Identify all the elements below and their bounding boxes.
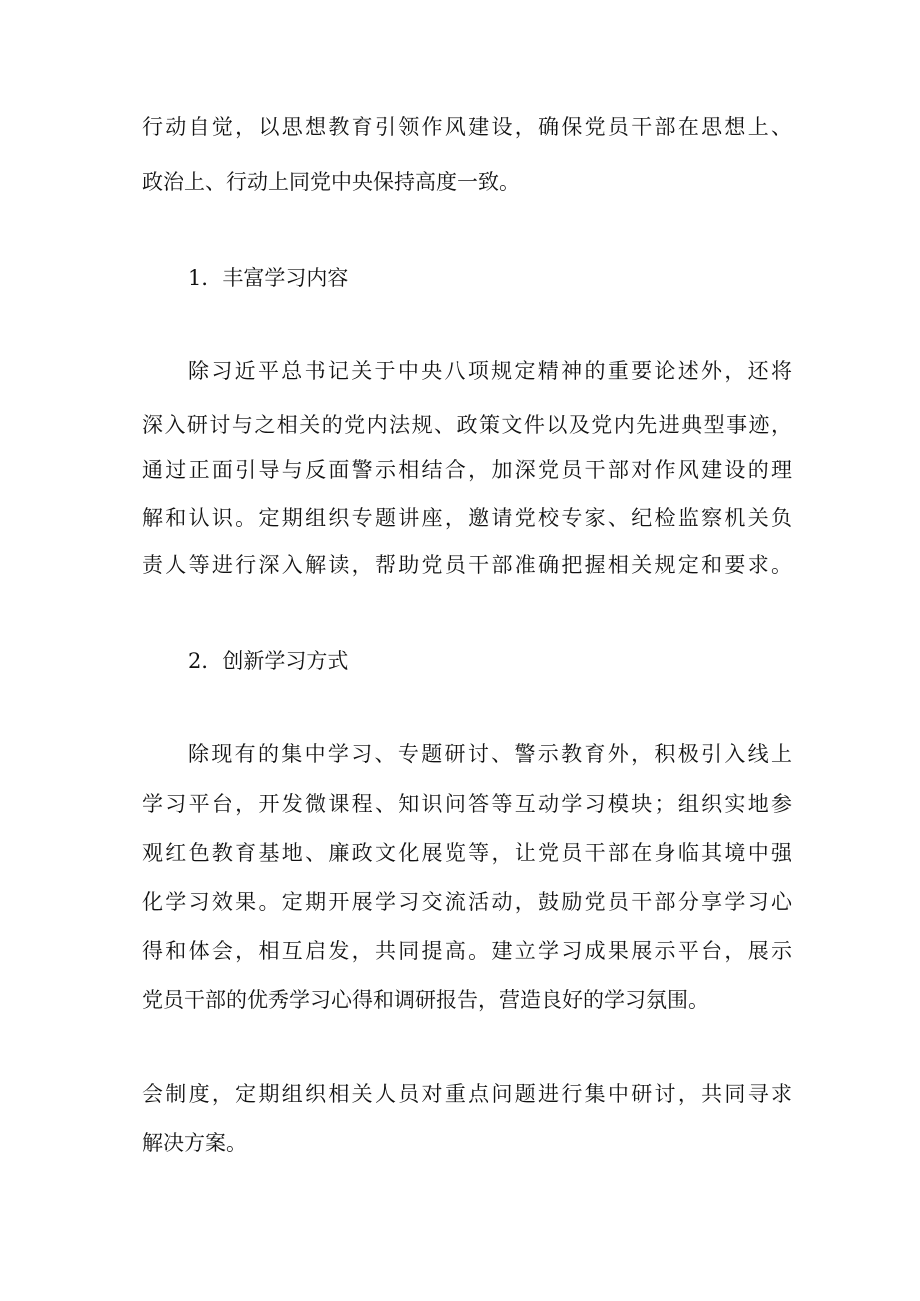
paragraph-2-line-3: 通过正面引导与反面警示相结合，加深党员干部对作风建设的理 bbox=[142, 458, 792, 482]
paragraph-3-line-1: 除现有的集中学习、专题研讨、警示教育外，积极引入线上 bbox=[188, 742, 792, 766]
paragraph-4-line-1: 会制度，定期组织相关人员对重点问题进行集中研讨，共同寻求 bbox=[142, 1082, 792, 1106]
paragraph-3-line-2: 学习平台，开发微课程、知识问答等互动学习模块；组织实地参 bbox=[142, 792, 792, 816]
paragraph-3-line-6: 党员干部的优秀学习心得和调研报告，营造良好的学习氛围。 bbox=[142, 988, 709, 1012]
section-heading-1: 1．丰富学习内容 bbox=[188, 266, 349, 290]
paragraph-2-line-2: 深入研讨与之相关的党内法规、政策文件以及党内先进典型事迹， bbox=[142, 413, 792, 437]
paragraph-2-line-1: 除习近平总书记关于中央八项规定精神的重要论述外，还将 bbox=[188, 359, 792, 383]
paragraph-3-line-4: 化学习效果。定期开展学习交流活动，鼓励党员干部分享学习心 bbox=[142, 890, 792, 914]
section-heading-2: 2．创新学习方式 bbox=[188, 649, 349, 673]
paragraph-4-line-2: 解决方案。 bbox=[142, 1131, 247, 1155]
paragraph-2-line-4: 解和认识。定期组织专题讲座，邀请党校专家、纪检监察机关负 bbox=[142, 506, 792, 530]
paragraph-3-line-5: 得和体会，相互启发，共同提高。建立学习成果展示平台，展示 bbox=[142, 939, 792, 963]
paragraph-1-line-2: 政治上、行动上同党中央保持高度一致。 bbox=[142, 170, 520, 194]
paragraph-3-line-3: 观红色教育基地、廉政文化展览等，让党员干部在身临其境中强 bbox=[142, 841, 792, 865]
paragraph-1-line-1: 行动自觉，以思想教育引领作风建设，确保党员干部在思想上、 bbox=[142, 115, 792, 139]
paragraph-2-line-5: 责人等进行深入解读，帮助党员干部准确把握相关规定和要求。 bbox=[142, 553, 792, 577]
